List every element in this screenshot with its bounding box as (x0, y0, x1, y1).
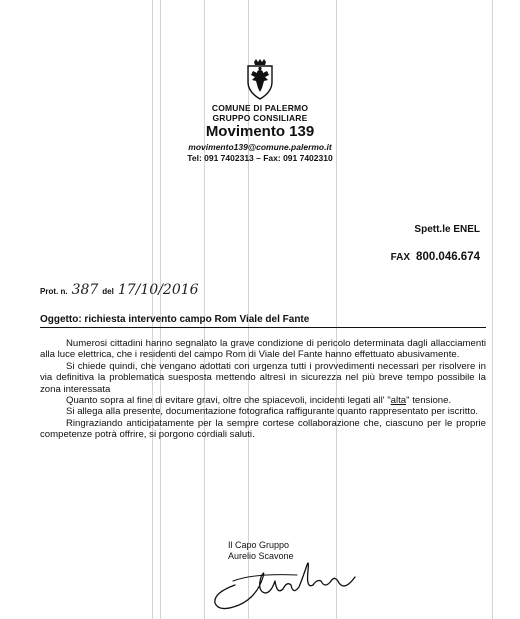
handwritten-signature-icon (205, 555, 365, 613)
scan-line (336, 0, 337, 619)
recipient-fax (391, 251, 480, 263)
body-text-fragment: Quanto sopra al fine di evitare gravi, oltre che spiacevoli, incidenti legati all' " (66, 395, 391, 407)
eagle-crest-icon (243, 58, 277, 102)
recipient-name: Spett.le ENEL (414, 224, 480, 235)
scan-line (152, 0, 153, 619)
header-email: movimento139@comune.palermo.it (188, 142, 332, 152)
closing-role: Il Capo Gruppo (228, 540, 290, 550)
body-text-fragment: " tensione. (406, 395, 452, 407)
closing-name: Aurelio Scavone (228, 551, 294, 561)
movimento-title: Movimento 139 (205, 123, 315, 140)
subject-line: Oggetto: richiesta intervento campo Rom Viale del Fante (40, 314, 486, 328)
protocol-line (40, 282, 203, 298)
body-paragraph: Si chiede quindi, che vengano adottati con urgenza tutti i provvedimenti necessari per risolvere in via definitiva la problematica suesposta mettendo altresì in sicurezza nel più breve tempo possibile la zona interessata (40, 360, 486, 395)
body-paragraph: Si allega alla presente, documentazione fotografica raffigurante quanto rappresentato per iscritto. (66, 406, 479, 418)
header-phone-fax: Tel: 091 7402313 – Fax: 091 7402310 (187, 153, 333, 163)
scan-line (204, 0, 205, 619)
gruppo-heading: GRUPPO CONSILIARE (212, 113, 308, 123)
body-text-alta: alta (390, 395, 407, 407)
recipient-fax-label: FAX (390, 252, 411, 263)
protocol-number: 387 (71, 282, 99, 298)
protocol-label: Prot. n. (40, 287, 68, 296)
comune-heading: COMUNE DI PALERMO (211, 103, 309, 113)
protocol-date-label: del (102, 287, 114, 296)
recipient-fax-number: 800.046.674 (416, 251, 480, 263)
body-paragraph: Numerosi cittadini hanno segnalato la grave condizione di pericolo determinata dagli allacciamenti alla luce elettrica, che i residenti del campo Rom di Viale del Fante hanno effettuato abusivamente. (40, 338, 486, 361)
scan-line (492, 0, 493, 619)
scan-line (160, 0, 161, 619)
letter-body (40, 338, 486, 441)
body-paragraph: Ringraziando anticipatamente per la sempre cortese collaborazione che, ciascuno per le proprie competenze potrà offrire, si porgono cordiali saluti. (40, 417, 486, 441)
body-paragraph (40, 395, 486, 406)
protocol-date: 17/10/2016 (117, 282, 199, 298)
